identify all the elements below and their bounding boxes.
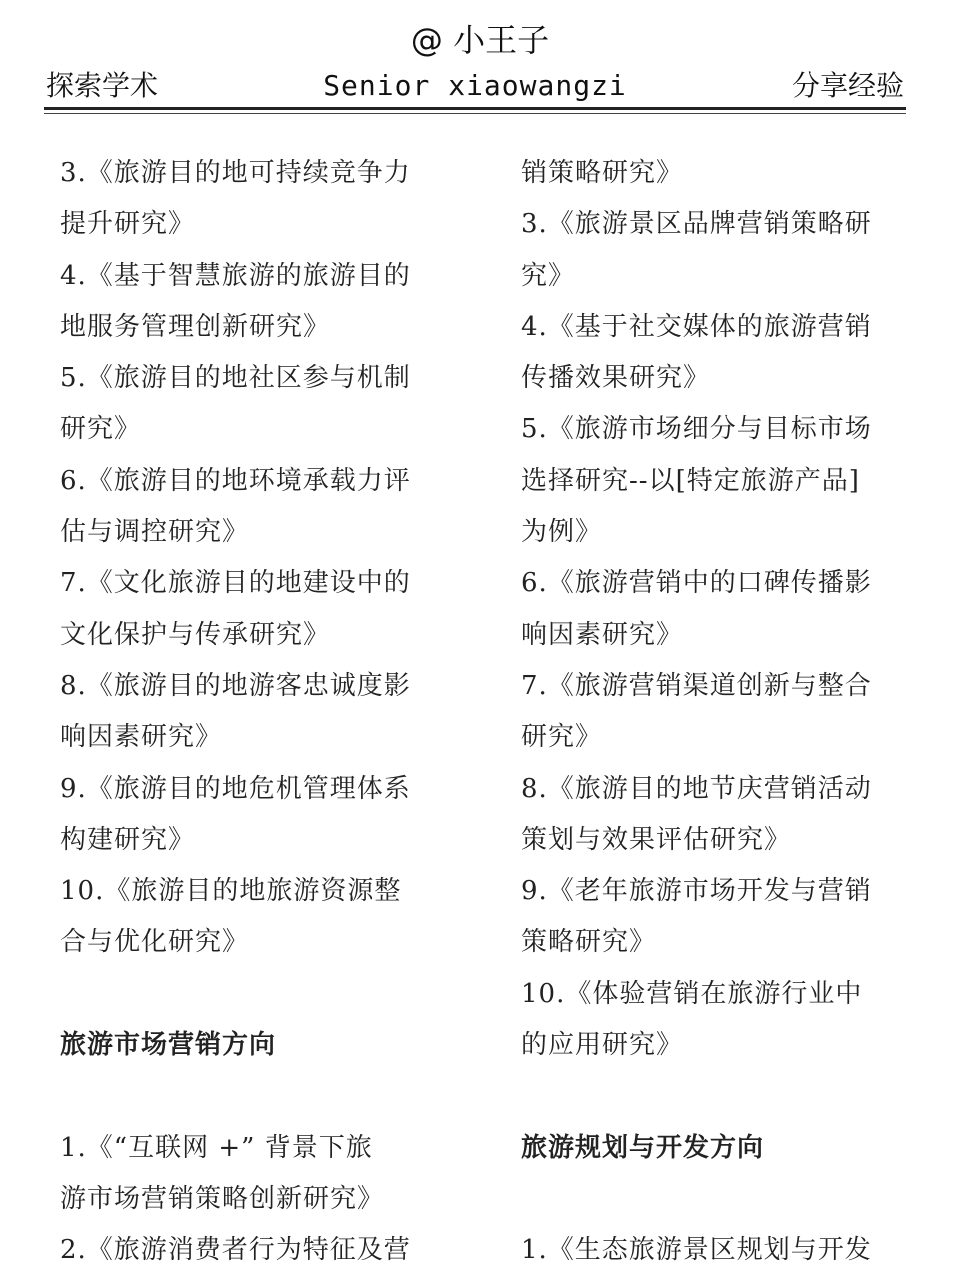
spacer — [521, 1071, 901, 1122]
list-item-line: 游市场营销策略创新研究》 — [60, 1183, 385, 1214]
list-item-line: 3.《旅游景区品牌营销策略研 — [521, 209, 872, 240]
list-item-line: 6.《旅游营销中的口碑传播影 — [521, 568, 872, 599]
list-item-line: 1.《“互联网 +” 背景下旅 — [60, 1132, 373, 1163]
list-item-line: 地服务管理创新研究》 — [60, 311, 331, 342]
list-item — [60, 353, 440, 456]
header-right-label: 分享经验 — [791, 69, 904, 102]
list-item-line: 的应用研究》 — [521, 1030, 684, 1061]
list-item-line: 传播效果研究》 — [521, 363, 711, 394]
list-item — [60, 1225, 440, 1276]
list-item — [521, 661, 901, 764]
list-item — [60, 251, 440, 354]
list-item-line: 6.《旅游目的地环境承载力评 — [60, 465, 411, 496]
list-item-line: 3.《旅游目的地可持续竞争力 — [60, 158, 411, 188]
list-item — [521, 558, 901, 661]
list-item — [60, 148, 440, 251]
list-item — [60, 764, 440, 867]
list-item-line: 8.《旅游目的地节庆营销活动 — [521, 773, 872, 804]
list-item-line: 究》 — [521, 260, 576, 291]
list-item-line: 1.《生态旅游景区规划与开发 — [521, 1235, 872, 1266]
list-item — [60, 866, 440, 969]
list-item-line: 4.《基于社交媒体的旅游营销 — [521, 311, 872, 342]
list-item — [60, 456, 440, 559]
spacer — [521, 1174, 901, 1225]
list-item-line: 9.《旅游目的地危机管理体系 — [60, 773, 411, 804]
list-item-line: 文化保护与传承研究》 — [60, 619, 331, 650]
list-item-line: 5.《旅游市场细分与目标市场 — [521, 414, 872, 445]
list-item — [521, 404, 901, 558]
left-column — [60, 148, 440, 1277]
spacer — [60, 969, 440, 1020]
list-item-line: 响因素研究》 — [60, 722, 223, 753]
list-item-line: 响因素研究》 — [521, 619, 684, 650]
header-divider-thick — [44, 107, 906, 110]
list-item-line: 8.《旅游目的地游客忠诚度影 — [60, 670, 411, 701]
list-item-line: 10.《旅游目的地旅游资源整 — [60, 876, 402, 907]
header-divider-thin — [44, 113, 906, 114]
list-item-line: 研究》 — [60, 414, 142, 445]
list-item — [60, 1123, 440, 1226]
list-item-line: 10.《体验营销在旅游行业中 — [521, 978, 863, 1009]
list-item — [521, 302, 901, 405]
list-item-line: 选择研究--以[特定旅游产品] — [521, 465, 860, 496]
right-column — [521, 148, 901, 1277]
list-item-line: 研究》 — [521, 722, 603, 753]
header-left-label: 探索学术 — [46, 69, 159, 102]
spacer — [60, 1071, 440, 1122]
list-item — [521, 764, 901, 867]
list-item-line: 构建研究》 — [60, 824, 196, 855]
section-heading-planning: 旅游规划与开发方向 — [521, 1132, 765, 1163]
list-item-line: 合与优化研究》 — [60, 927, 250, 958]
list-item-line: 9.《老年旅游市场开发与营销 — [521, 876, 872, 907]
page-header — [46, 64, 904, 108]
list-item — [521, 866, 901, 969]
list-item — [60, 661, 440, 764]
list-item-line: 7.《旅游营销渠道创新与整合 — [521, 670, 872, 701]
list-item — [60, 558, 440, 661]
author-handle: @ 小王子 — [410, 21, 550, 59]
list-item-line: 估与调控研究》 — [60, 517, 250, 548]
list-item-line: 为例》 — [521, 517, 603, 548]
list-item-line: 策略研究》 — [521, 927, 657, 958]
list-item-line: 销策略研究》 — [521, 158, 684, 188]
section-heading-marketing: 旅游市场营销方向 — [60, 1030, 277, 1061]
list-item-line: 5.《旅游目的地社区参与机制 — [60, 363, 411, 394]
header-center-label: Senior xiaowangzi — [323, 69, 627, 102]
list-item — [521, 969, 901, 1072]
list-item-line: 提升研究》 — [60, 209, 196, 240]
list-item — [521, 1225, 901, 1276]
list-item-line: 策划与效果评估研究》 — [521, 824, 792, 855]
list-item-line: 2.《旅游消费者行为特征及营 — [60, 1235, 411, 1266]
list-item — [521, 148, 901, 199]
list-item-line: 4.《基于智慧旅游的旅游目的 — [60, 260, 411, 291]
list-item — [521, 199, 901, 302]
list-item-line: 7.《文化旅游目的地建设中的 — [60, 568, 411, 599]
